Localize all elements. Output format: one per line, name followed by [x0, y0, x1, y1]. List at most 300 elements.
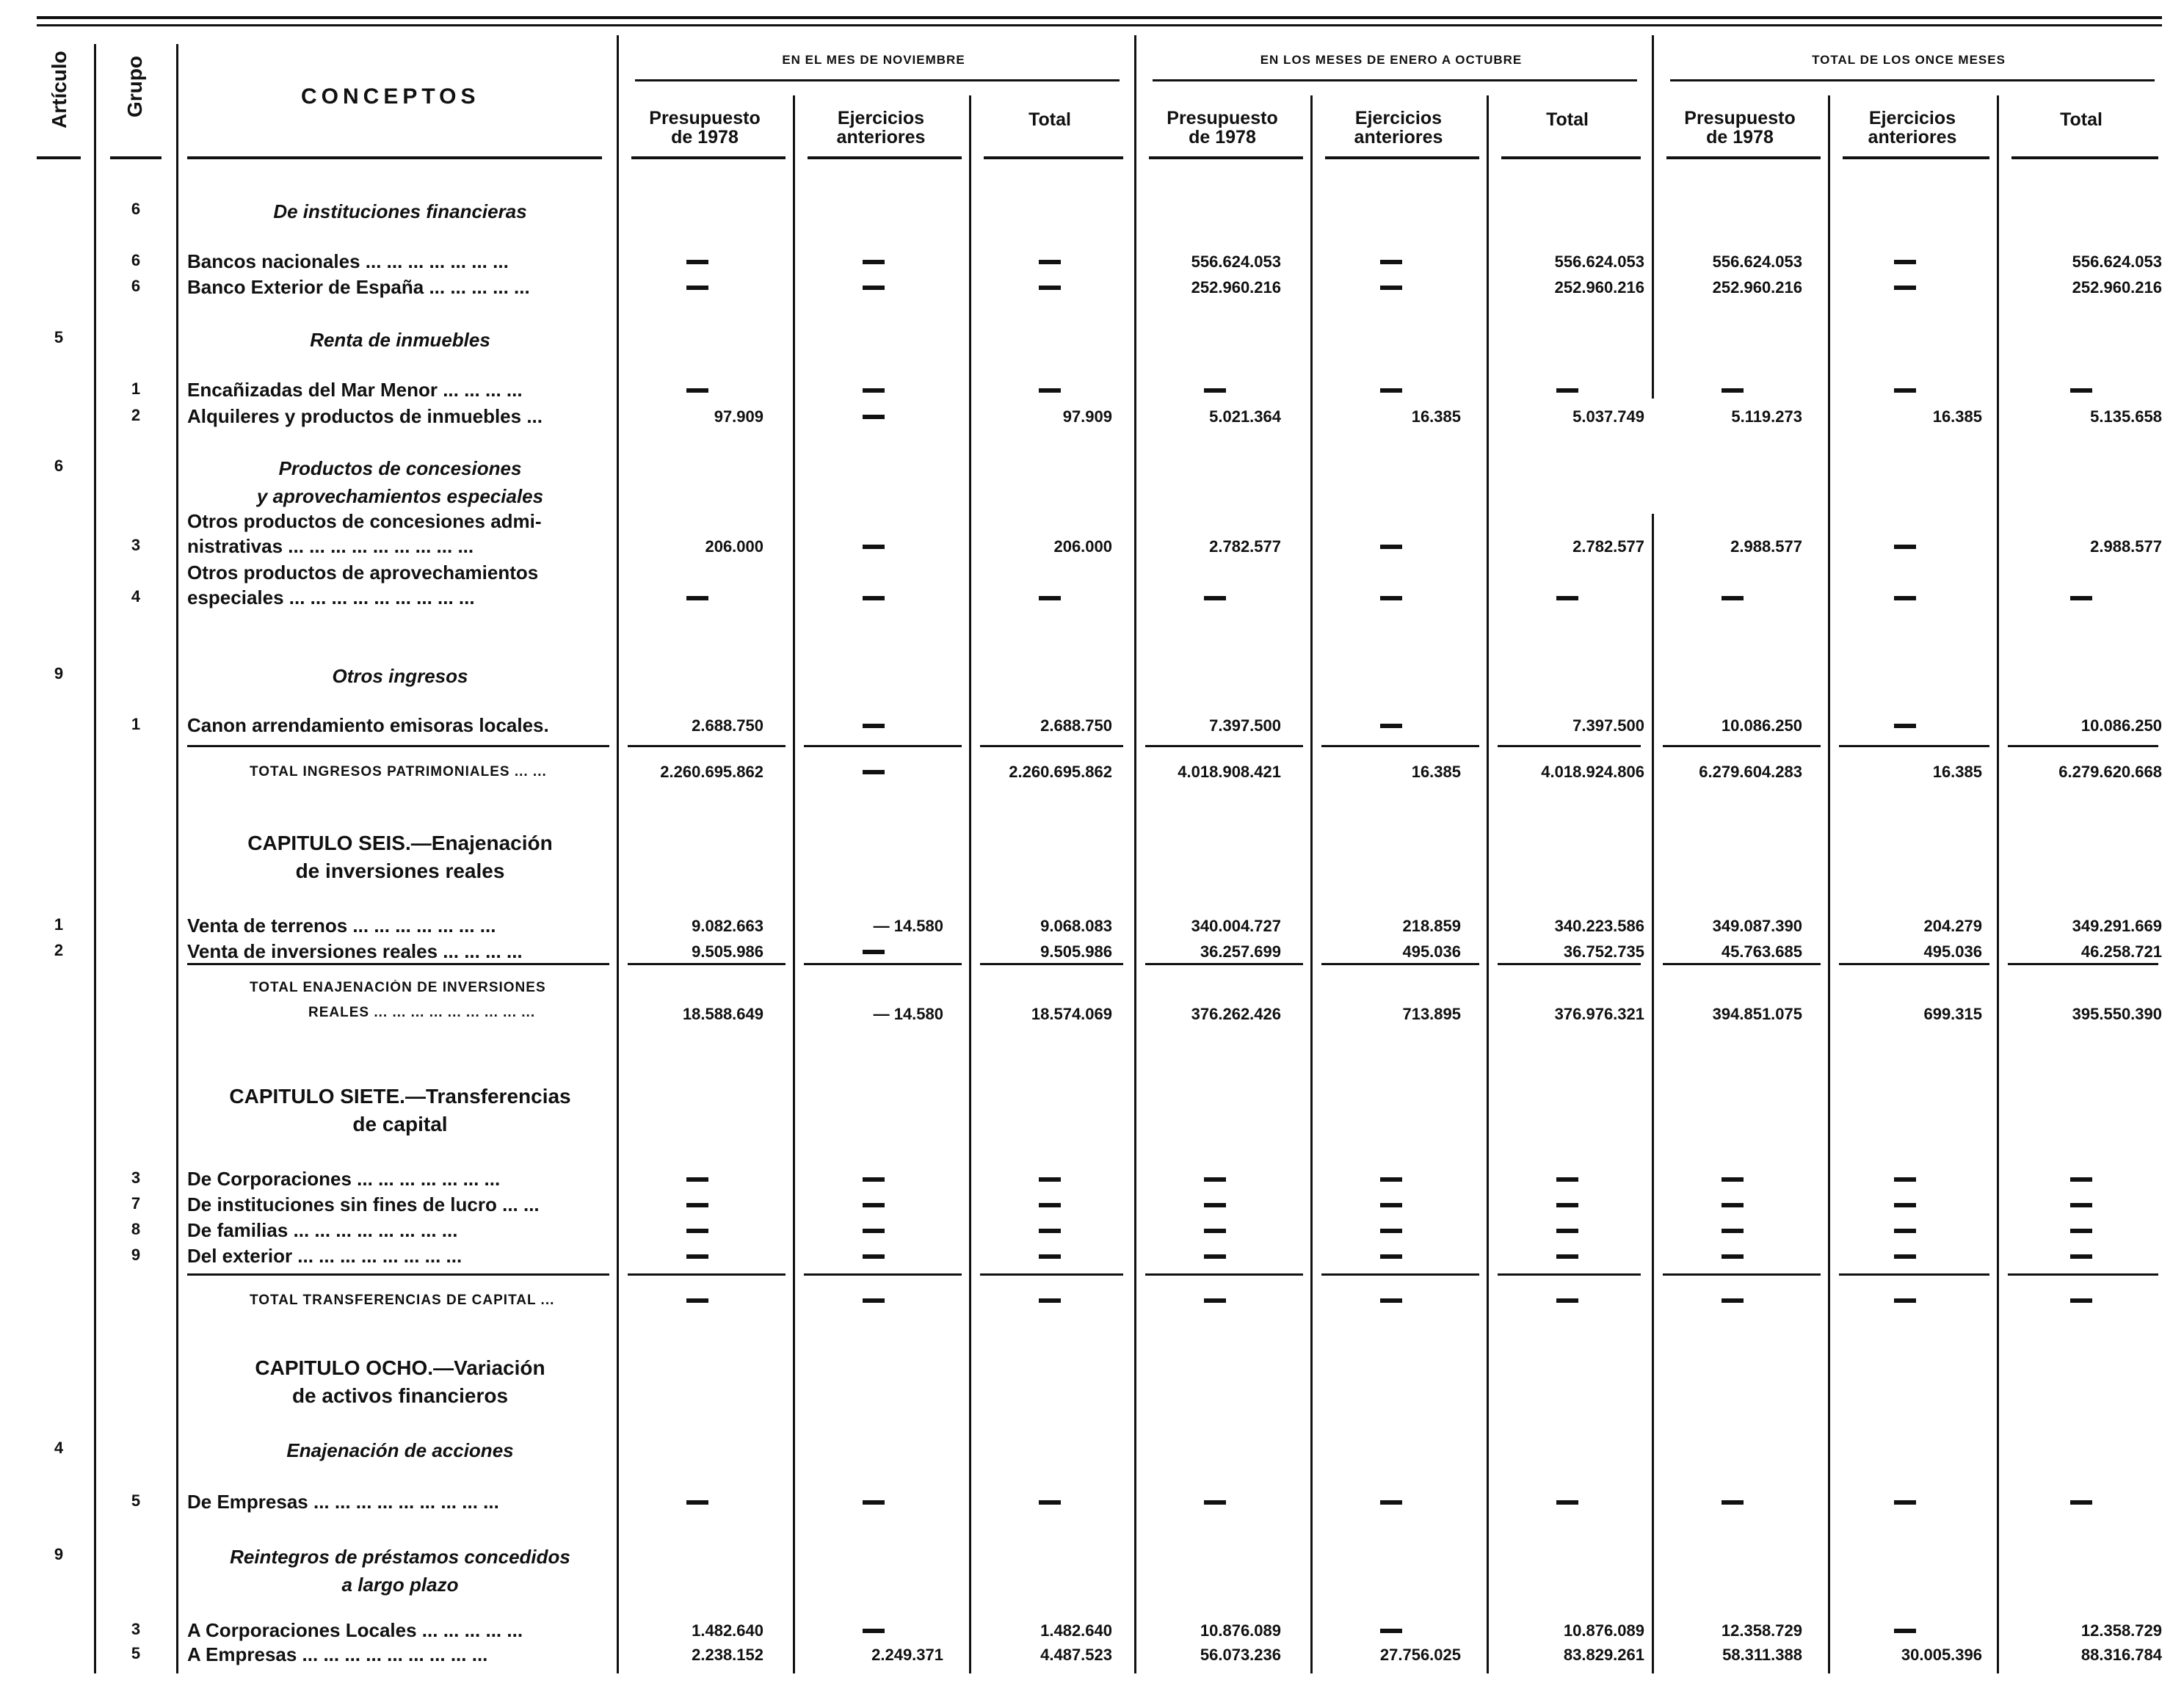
chapter-heading: CAPITULO OCHO.—Variación [255, 1356, 545, 1379]
total-label: TOTAL TRANSFERENCIAS DE CAPITAL ... [250, 1293, 555, 1308]
grupo-number: 5 [131, 1644, 141, 1662]
concept-label: A Corporaciones Locales ... ... ... ... ... [187, 1619, 523, 1641]
dash-mark [2070, 596, 2092, 600]
cell-value: 12.358.729 [2080, 1621, 2162, 1640]
concept-label: nistrativas ... ... ... ... ... ... ... ... ... [187, 535, 474, 557]
rule-line [1670, 79, 2155, 81]
dash-mark [863, 1177, 885, 1182]
dash-mark [686, 388, 708, 393]
cell-value: 376.262.426 [1191, 1005, 1281, 1023]
cell-value: 5.021.364 [1209, 407, 1281, 426]
rule-line [1663, 963, 1821, 965]
cell-value: 27.756.025 [1379, 1646, 1461, 1664]
cell-value: 2.782.577 [1209, 537, 1281, 556]
cell-value: 9.068.083 [1040, 917, 1112, 935]
grupo-number: 1 [131, 379, 141, 398]
concept-label: De instituciones sin fines de lucro ... ... [187, 1193, 540, 1215]
cell-value: 2.782.577 [1572, 537, 1644, 556]
cell-value: 12.358.729 [1721, 1621, 1802, 1640]
rule-line [1321, 963, 1479, 965]
concept-label: Banco Exterior de España ... ... ... ... ... [187, 276, 530, 298]
cell-value: 395.550.390 [2072, 1005, 2162, 1023]
cell-value: 349.087.390 [1712, 917, 1802, 935]
cell-value: 2.688.750 [692, 716, 763, 735]
grupo-number: 8 [131, 1220, 141, 1238]
column-divider [1310, 95, 1313, 1673]
rule-line [628, 745, 786, 747]
grupo-number: 5 [131, 1491, 141, 1510]
concept-label: Venta de inversiones reales ... ... ... ... [187, 940, 523, 962]
concept-label: De Empresas ... ... ... ... ... ... ... ... ... [187, 1491, 499, 1513]
dash-mark [1556, 1229, 1578, 1233]
cell-value: 2.988.577 [1730, 537, 1802, 556]
dash-mark [1556, 1254, 1578, 1259]
dash-mark [863, 596, 885, 600]
grupo-number: 2 [131, 406, 141, 424]
grupo-number: 3 [131, 536, 141, 554]
cell-value: 340.004.727 [1191, 917, 1281, 935]
cell-value: 713.895 [1402, 1005, 1461, 1023]
cell-value: 46.258.721 [2080, 942, 2162, 961]
cell-value: 5.037.749 [1572, 407, 1644, 426]
column-header-sub: anteriores [1354, 127, 1443, 148]
dash-mark [1722, 388, 1744, 393]
dash-mark [2070, 1298, 2092, 1303]
cell-value: 206.000 [1053, 537, 1112, 556]
dash-mark [1556, 596, 1578, 600]
dash-mark [863, 260, 885, 264]
column-header: Presupuesto [1167, 108, 1278, 128]
concept-label: Alquileres y productos de inmuebles ... [187, 405, 543, 427]
cell-value: 97.909 [714, 407, 763, 426]
cell-value: 9.505.986 [692, 942, 763, 961]
cell-value: 6.279.604.283 [1699, 763, 1802, 781]
concept-label: Otros productos de aprovechamientos [187, 561, 539, 584]
rule-line [1498, 1273, 1641, 1276]
rule-line [635, 79, 1120, 81]
column-header: Ejercicios [1868, 108, 1956, 128]
column-divider [1997, 95, 1999, 1673]
dash-mark [686, 1500, 708, 1505]
rule-line [1145, 963, 1303, 965]
concept-label: Venta de terrenos ... ... ... ... ... ... ... [187, 915, 496, 937]
column-divider [1652, 514, 1654, 1673]
rule-line [984, 156, 1123, 159]
dash-mark [1894, 1298, 1916, 1303]
dash-mark [2070, 1254, 2092, 1259]
cell-value: 495.036 [1923, 942, 1982, 961]
total-label: REALES ... ... ... ... ... ... ... ... ... [308, 1005, 536, 1020]
dash-mark [1556, 1177, 1578, 1182]
dash-mark [686, 1298, 708, 1303]
grupo-number: 9 [131, 1246, 141, 1264]
cell-value: 56.073.236 [1200, 1646, 1281, 1664]
column-divider [94, 44, 96, 1673]
dash-mark [1556, 388, 1578, 393]
dash-mark [863, 286, 885, 290]
rule-line [1839, 963, 1989, 965]
dash-mark [863, 770, 885, 774]
dash-mark [1204, 1254, 1226, 1259]
dash-mark [863, 950, 885, 954]
dash-mark [1722, 1229, 1744, 1233]
rule-line [1839, 745, 1989, 747]
cell-value: 2.238.152 [692, 1646, 763, 1664]
articulo-number: 4 [54, 1439, 64, 1457]
dash-mark [1722, 1254, 1744, 1259]
column-divider [176, 44, 178, 1673]
rule-line [804, 1273, 962, 1276]
cell-value: 16.385 [1932, 407, 1982, 426]
column-header: Total [2060, 109, 2103, 130]
dash-mark [1380, 1629, 1402, 1633]
cell-value: 1.482.640 [692, 1621, 763, 1640]
cell-value: 2.249.371 [871, 1646, 943, 1664]
column-header: Ejercicios [1354, 108, 1443, 128]
section-heading: Renta de inmuebles [310, 329, 490, 351]
rule-line [1145, 745, 1303, 747]
dash-mark [1894, 724, 1916, 728]
cell-value: — 14.580 [873, 1005, 943, 1023]
cell-value: 204.279 [1923, 917, 1982, 935]
dash-mark [1204, 1229, 1226, 1233]
grupo-number: 6 [131, 277, 141, 295]
dash-mark [686, 596, 708, 600]
concept-label: Del exterior ... ... ... ... ... ... ... ... [187, 1245, 462, 1267]
cell-value: 2.260.695.862 [1009, 763, 1112, 781]
dash-mark [1039, 286, 1061, 290]
dash-mark [2070, 1203, 2092, 1207]
dash-mark [1380, 1254, 1402, 1259]
rule-line [110, 156, 162, 159]
cell-value: 556.624.053 [1554, 252, 1644, 271]
cell-value: 252.960.216 [1554, 278, 1644, 297]
cell-value: 97.909 [1062, 407, 1112, 426]
dash-mark [863, 724, 885, 728]
rule-line [187, 1273, 609, 1276]
articulo-header: Artículo [48, 51, 70, 128]
dash-mark [1894, 1629, 1916, 1633]
section-heading: De instituciones financieras [273, 200, 527, 222]
section-heading: Otros ingresos [332, 665, 468, 687]
dash-mark [1204, 1177, 1226, 1182]
column-divider [969, 95, 971, 1673]
cell-value: 495.036 [1402, 942, 1461, 961]
dash-mark [1380, 1203, 1402, 1207]
dash-mark [2070, 1500, 2092, 1505]
dash-mark [1380, 545, 1402, 549]
cell-value: 556.624.053 [2072, 252, 2162, 271]
rule-line [2008, 963, 2158, 965]
rule-line [628, 963, 786, 965]
rule-line [1843, 156, 1989, 159]
column-header: Total [1028, 109, 1071, 130]
dash-mark [686, 260, 708, 264]
articulo-number: 9 [54, 664, 64, 683]
dash-mark [1039, 1203, 1061, 1207]
cell-value: 88.316.784 [2080, 1646, 2162, 1664]
rule-line [808, 156, 962, 159]
dash-mark [2070, 1229, 2092, 1233]
dash-mark [863, 415, 885, 419]
dash-mark [1039, 596, 1061, 600]
rule-line [1325, 156, 1479, 159]
rule-line [1839, 1273, 1989, 1276]
cell-value: 376.976.321 [1554, 1005, 1644, 1023]
column-divider [1487, 95, 1489, 1673]
section-heading: Productos de concesiones [278, 457, 522, 479]
total-label: TOTAL INGRESOS PATRIMONIALES ... ... [250, 764, 547, 779]
cell-value: 58.311.388 [1722, 1646, 1802, 1664]
articulo-number: 6 [54, 457, 64, 475]
dash-mark [1894, 388, 1916, 393]
cell-value: 2.260.695.862 [660, 763, 763, 781]
dash-mark [1894, 286, 1916, 290]
column-header: Ejercicios [837, 108, 925, 128]
column-group-title: EN LOS MESES DE ENERO A OCTUBRE [1260, 53, 1523, 67]
column-header-sub: de 1978 [1189, 127, 1256, 148]
rule-line [1666, 156, 1821, 159]
rule-line [1498, 745, 1641, 747]
cell-value: 45.763.685 [1721, 942, 1802, 961]
rule-line [2011, 156, 2158, 159]
dash-mark [1722, 1177, 1744, 1182]
cell-value: 10.086.250 [2080, 716, 2162, 735]
rule-line [1663, 745, 1821, 747]
grupo-number: 7 [131, 1194, 141, 1213]
cell-value: 252.960.216 [1712, 278, 1802, 297]
column-header: Presupuesto [1684, 108, 1796, 128]
concept-label: A Empresas ... ... ... ... ... ... ... ... ... [187, 1643, 488, 1665]
cell-value: 7.397.500 [1572, 716, 1644, 735]
dash-mark [863, 388, 885, 393]
cell-value: 16.385 [1411, 407, 1461, 426]
dash-mark [1556, 1203, 1578, 1207]
dash-mark [686, 286, 708, 290]
dash-mark [1380, 1177, 1402, 1182]
cell-value: 16.385 [1932, 763, 1982, 781]
column-header-sub: de 1978 [671, 127, 739, 148]
dash-mark [863, 1629, 885, 1633]
dash-mark [1204, 1500, 1226, 1505]
column-divider [793, 95, 795, 1673]
cell-value: 36.257.699 [1200, 942, 1281, 961]
chapter-heading: de activos financieros [291, 1384, 509, 1407]
dash-mark [863, 1229, 885, 1233]
dash-mark [1894, 596, 1916, 600]
dash-mark [1894, 1500, 1916, 1505]
cell-value: 349.291.669 [2072, 917, 2162, 935]
cell-value: 1.482.640 [1040, 1621, 1112, 1640]
cell-value: 36.752.735 [1563, 942, 1644, 961]
cell-value: 699.315 [1923, 1005, 1982, 1023]
column-header: Total [1546, 109, 1589, 130]
rule-line [1149, 156, 1303, 159]
dash-mark [1894, 1229, 1916, 1233]
dash-mark [863, 1500, 885, 1505]
rule-line [1321, 745, 1479, 747]
dash-mark [1894, 260, 1916, 264]
rule-line [980, 963, 1123, 965]
column-header-sub: anteriores [836, 127, 926, 148]
cell-value: 4.018.908.421 [1178, 763, 1281, 781]
concept-label: Encañizadas del Mar Menor ... ... ... ... [187, 379, 523, 401]
dash-mark [1380, 260, 1402, 264]
dash-mark [1556, 1500, 1578, 1505]
dash-mark [1722, 1500, 1744, 1505]
cell-value: 10.086.250 [1721, 716, 1802, 735]
cell-value: 7.397.500 [1209, 716, 1281, 735]
rule-line [2008, 745, 2158, 747]
cell-value: 16.385 [1411, 763, 1461, 781]
dash-mark [1204, 1298, 1226, 1303]
cell-value: 83.829.261 [1563, 1646, 1644, 1664]
column-divider [1652, 35, 1654, 399]
dash-mark [686, 1229, 708, 1233]
rule-line [187, 745, 609, 747]
dash-mark [863, 1298, 885, 1303]
dash-mark [1894, 1177, 1916, 1182]
conceptos-header: CONCEPTOS [301, 84, 480, 109]
rule-line [804, 745, 962, 747]
articulo-number: 5 [54, 328, 64, 346]
column-header: Presupuesto [649, 108, 761, 128]
dash-mark [1556, 1298, 1578, 1303]
concept-label: especiales ... ... ... ... ... ... ... ... ... [187, 586, 475, 608]
cell-value: 4.018.924.806 [1541, 763, 1644, 781]
grupo-number: 1 [131, 715, 141, 733]
chapter-heading: CAPITULO SIETE.—Transferencias [229, 1085, 571, 1108]
cell-value: 5.135.658 [2090, 407, 2162, 426]
dash-mark [1380, 1298, 1402, 1303]
dash-mark [1380, 724, 1402, 728]
cell-value: 9.082.663 [692, 917, 763, 935]
chapter-heading: de capital [352, 1113, 448, 1135]
cell-value: 218.859 [1402, 917, 1461, 935]
articulo-number: 1 [54, 915, 64, 934]
column-header-sub: de 1978 [1706, 127, 1774, 148]
dash-mark [686, 1177, 708, 1182]
rule-line [1321, 1273, 1479, 1276]
dash-mark [2070, 1177, 2092, 1182]
cell-value: 18.574.069 [1031, 1005, 1112, 1023]
dash-mark [2070, 388, 2092, 393]
dash-mark [686, 1254, 708, 1259]
chapter-heading: CAPITULO SEIS.—Enajenación [247, 832, 553, 854]
dash-mark [1039, 1254, 1061, 1259]
cell-value: 340.223.586 [1554, 917, 1644, 935]
dash-mark [1722, 596, 1744, 600]
chapter-heading: de inversiones reales [295, 859, 505, 882]
dash-mark [1204, 596, 1226, 600]
column-divider [617, 35, 619, 1673]
dash-mark [863, 1203, 885, 1207]
grupo-header: Grupo [123, 56, 146, 117]
rule-line [628, 1273, 786, 1276]
cell-value: 252.960.216 [1191, 278, 1281, 297]
column-group-title: TOTAL DE LOS ONCE MESES [1812, 53, 2006, 67]
dash-mark [686, 1203, 708, 1207]
dash-mark [1722, 1298, 1744, 1303]
dash-mark [1722, 1203, 1744, 1207]
concept-label: De familias ... ... ... ... ... ... ... ... [187, 1219, 458, 1241]
cell-value: 2.988.577 [2090, 537, 2162, 556]
dash-mark [1894, 545, 1916, 549]
cell-value: 394.851.075 [1712, 1005, 1802, 1023]
rule-line [980, 745, 1123, 747]
dash-mark [863, 1254, 885, 1259]
cell-value: 10.876.089 [1200, 1621, 1281, 1640]
section-heading: Enajenación de acciones [286, 1439, 514, 1461]
cell-value: 30.005.396 [1901, 1646, 1982, 1664]
column-group-title: EN EL MES DE NOVIEMBRE [782, 53, 965, 67]
articulo-number: 9 [54, 1545, 64, 1563]
rule-line [804, 963, 962, 965]
rule-line [1501, 156, 1641, 159]
grupo-number: 3 [131, 1620, 141, 1638]
cell-value: — 14.580 [873, 917, 943, 935]
rule-line [631, 156, 786, 159]
dash-mark [1380, 286, 1402, 290]
cell-value: 9.505.986 [1040, 942, 1112, 961]
dash-mark [1380, 596, 1402, 600]
rule-line [187, 963, 609, 965]
cell-value: 206.000 [705, 537, 763, 556]
rule-line [37, 156, 81, 159]
dash-mark [1204, 1203, 1226, 1207]
grupo-number: 6 [131, 200, 141, 218]
rule-line [187, 156, 602, 159]
concept-label: De Corporaciones ... ... ... ... ... ... ... [187, 1168, 501, 1190]
total-label: TOTAL ENAJENACIÓN DE INVERSIONES [250, 980, 546, 995]
dash-mark [1204, 388, 1226, 393]
concept-label: Bancos nacionales ... ... ... ... ... ... ... [187, 250, 509, 272]
dash-mark [1380, 1500, 1402, 1505]
dash-mark [1894, 1254, 1916, 1259]
cell-value: 4.487.523 [1040, 1646, 1112, 1664]
rule-line [1663, 1273, 1821, 1276]
dash-mark [1380, 388, 1402, 393]
rule-line [980, 1273, 1123, 1276]
dash-mark [863, 545, 885, 549]
cell-value: 556.624.053 [1712, 252, 1802, 271]
cell-value: 6.279.620.668 [2058, 763, 2162, 781]
dash-mark [1894, 1203, 1916, 1207]
rule-line [1498, 963, 1641, 965]
dash-mark [1039, 1298, 1061, 1303]
dash-mark [1039, 388, 1061, 393]
cell-value: 252.960.216 [2072, 278, 2162, 297]
grupo-number: 6 [131, 251, 141, 269]
concept-label: Otros productos de concesiones admi- [187, 510, 542, 532]
rule-line [1145, 1273, 1303, 1276]
section-heading: y aprovechamientos especiales [256, 485, 544, 507]
grupo-number: 4 [131, 587, 141, 606]
rule-line [1153, 79, 1637, 81]
cell-value: 556.624.053 [1191, 252, 1281, 271]
dash-mark [1039, 1177, 1061, 1182]
rule-line [2008, 1273, 2158, 1276]
section-heading: Reintegros de préstamos concedidos [230, 1546, 570, 1568]
section-heading: a largo plazo [341, 1574, 459, 1596]
articulo-number: 2 [54, 941, 64, 959]
dash-mark [1039, 1500, 1061, 1505]
column-divider [1828, 95, 1830, 1673]
concept-label: Canon arrendamiento emisoras locales. [187, 714, 549, 736]
cell-value: 18.588.649 [682, 1005, 763, 1023]
dash-mark [1380, 1229, 1402, 1233]
rule-line [37, 16, 2162, 19]
